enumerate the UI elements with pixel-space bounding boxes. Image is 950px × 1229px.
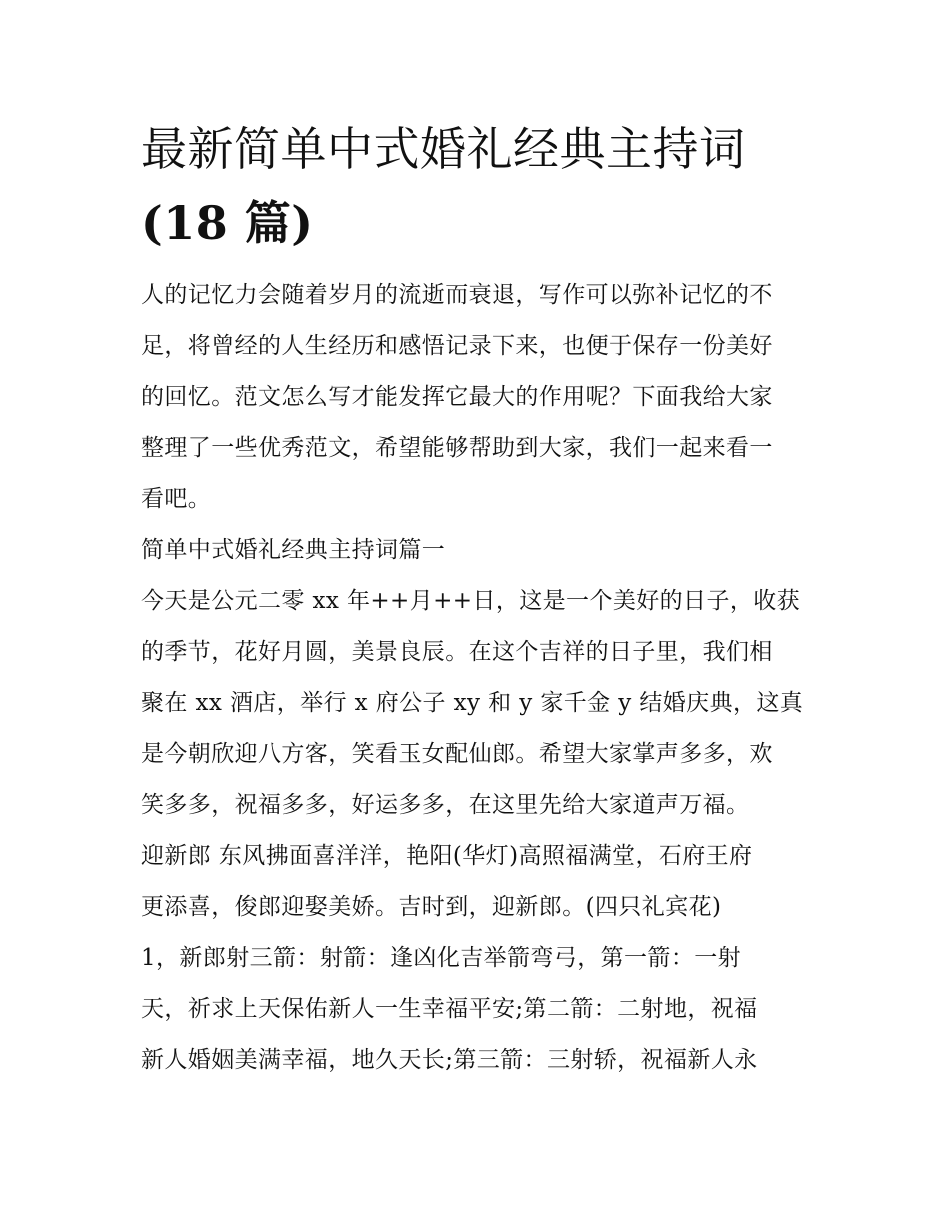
- body-line: 更添喜，俊郎迎娶美娇。吉时到，迎新郎。(四只礼宾花): [141, 894, 722, 920]
- title-line-2: (18 篇): [141, 196, 314, 250]
- body-line: 的季节，花好月圆，美景良辰。在这个吉祥的日子里，我们相: [141, 639, 773, 665]
- body-line: 1，新郎射三箭：射箭：逢凶化吉举箭弯弓，第一箭：一射: [141, 945, 742, 971]
- body-line: 笑多多，祝福多多，好运多多，在这里先给大家道声万福。: [141, 792, 750, 818]
- body-line: 聚在 xx 酒店，举行 x 府公子 xy 和 y 家千金 y 结婚庆典，这真: [141, 690, 804, 716]
- intro-line: 整理了一些优秀范文，希望能够帮助到大家，我们一起来看一: [141, 435, 773, 461]
- intro-line: 人的记忆力会随着岁月的流逝而衰退，写作可以弥补记忆的不: [141, 282, 773, 308]
- intro-line: 的回忆。范文怎么写才能发挥它最大的作用呢？下面我给大家: [141, 384, 773, 410]
- document-title: [141, 112, 821, 260]
- body-line: 天，祈求上天保佑新人一生幸福平安;第二箭：二射地，祝福: [141, 996, 758, 1022]
- body-line: 今天是公元二零 xx 年++月++日，这是一个美好的日子，收获: [141, 588, 801, 614]
- intro-paragraph: [141, 270, 821, 525]
- intro-line: 看吧。: [141, 486, 212, 512]
- title-line-1: 最新简单中式婚礼经典主持词: [141, 122, 746, 176]
- intro-line: 足，将曾经的人生经历和感悟记录下来，也便于保存一份美好: [141, 333, 773, 359]
- body-line: 新人婚姻美满幸福，地久天长;第三箭：三射轿，祝福新人永: [141, 1047, 758, 1073]
- document-page: [141, 112, 821, 1086]
- section-heading: 简单中式婚礼经典主持词篇一: [141, 537, 446, 563]
- body-line: 迎新郎 东风拂面喜洋洋，艳阳(华灯)高照福满堂，石府王府: [141, 843, 753, 869]
- body-paragraph: [141, 576, 821, 1086]
- body-line: 是今朝欣迎八方客，笑看玉女配仙郎。希望大家掌声多多，欢: [141, 741, 773, 767]
